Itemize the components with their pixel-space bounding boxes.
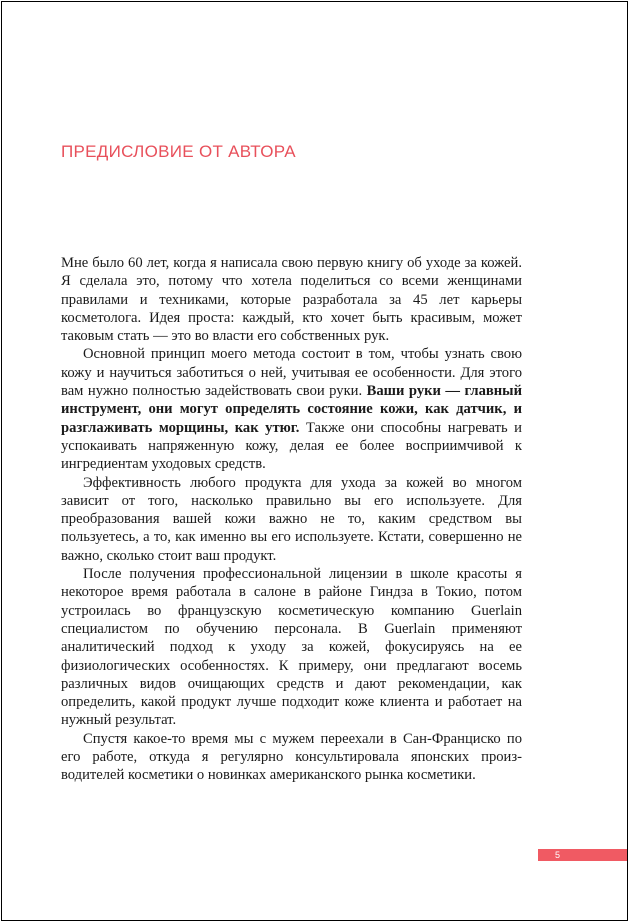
paragraph-3-text: Эффективность любого продукта для ухода за кожей во многом зависит от того, насколько правильно вы его используете. Для преобразования вашей кожи важно не то, каким средством вы пользуетесь, а то, как именно вы его используете. Кстати, совершенно не важно, сколько стоит ваш продукт. xyxy=(61,474,522,564)
paragraph-2-text: Основной принцип моего метода состоит в том, чтобы узнать свою кожу и научиться заботиться о ней, учитывая ее особенности. Для этого вам нужно полностью задействовать свои руки. xyxy=(61,346,522,400)
body-text xyxy=(61,254,522,785)
paragraph-5 xyxy=(61,730,522,785)
page-number-tab xyxy=(538,849,628,861)
paragraph-4 xyxy=(61,565,522,730)
paragraph-5-text: Спустя какое-то время мы с мужем переехали в Сан-Франциско по его работе, откуда я регулярно консультировала японских производителей косметики о новинках американского рынка косметики. xyxy=(61,730,522,784)
paragraph-4-text: После получения профессиональной лицензии в школе красоты я некоторое время работала в салоне в районе Гиндза в Токио, потом устроилась во французскую косметическую компанию Guerlain специалистом по обучению персонала. В Guerlain применяют аналитический подход к уходу за кожей, фокусируясь на ее физиологических особенностях. К примеру, они предлагают восемь различных видов очищающих средств и дают рекомендации, как определить, какой продукт лучше подходит коже клиента и работает на нужный результат. xyxy=(61,566,522,729)
paragraph-1 xyxy=(61,254,522,345)
page-number: 5 xyxy=(555,850,561,860)
paragraph-2-text-end: Также они способны нагревать и успокаивать напряженную кожу, делая ее более восприимчивой к ингредиентам уходовых средств. xyxy=(61,419,522,473)
paragraph-1-text: Мне было 60 лет, когда я написала свою первую книгу об уходе за кожей. Я сделала это, потому что хотела поделиться со всеми женщинами правилами и техниками, которые разработала за 45 лет карьеры косметолога. Идея проста: каждый, кто хочет быть красивым, может таковым стать — это во власти его собственных рук. xyxy=(61,255,522,345)
paragraph-3 xyxy=(61,474,522,565)
chapter-title: ПРЕДИСЛОВИЕ ОТ АВТОРА xyxy=(61,142,296,161)
book-page xyxy=(1,1,628,921)
paragraph-2-bold-text: Ваши руки — главный инструмент, они могут определять состояние кожи, как датчик, и разглаживать морщины, как утюг. xyxy=(61,383,522,436)
paragraph-2 xyxy=(61,345,522,473)
